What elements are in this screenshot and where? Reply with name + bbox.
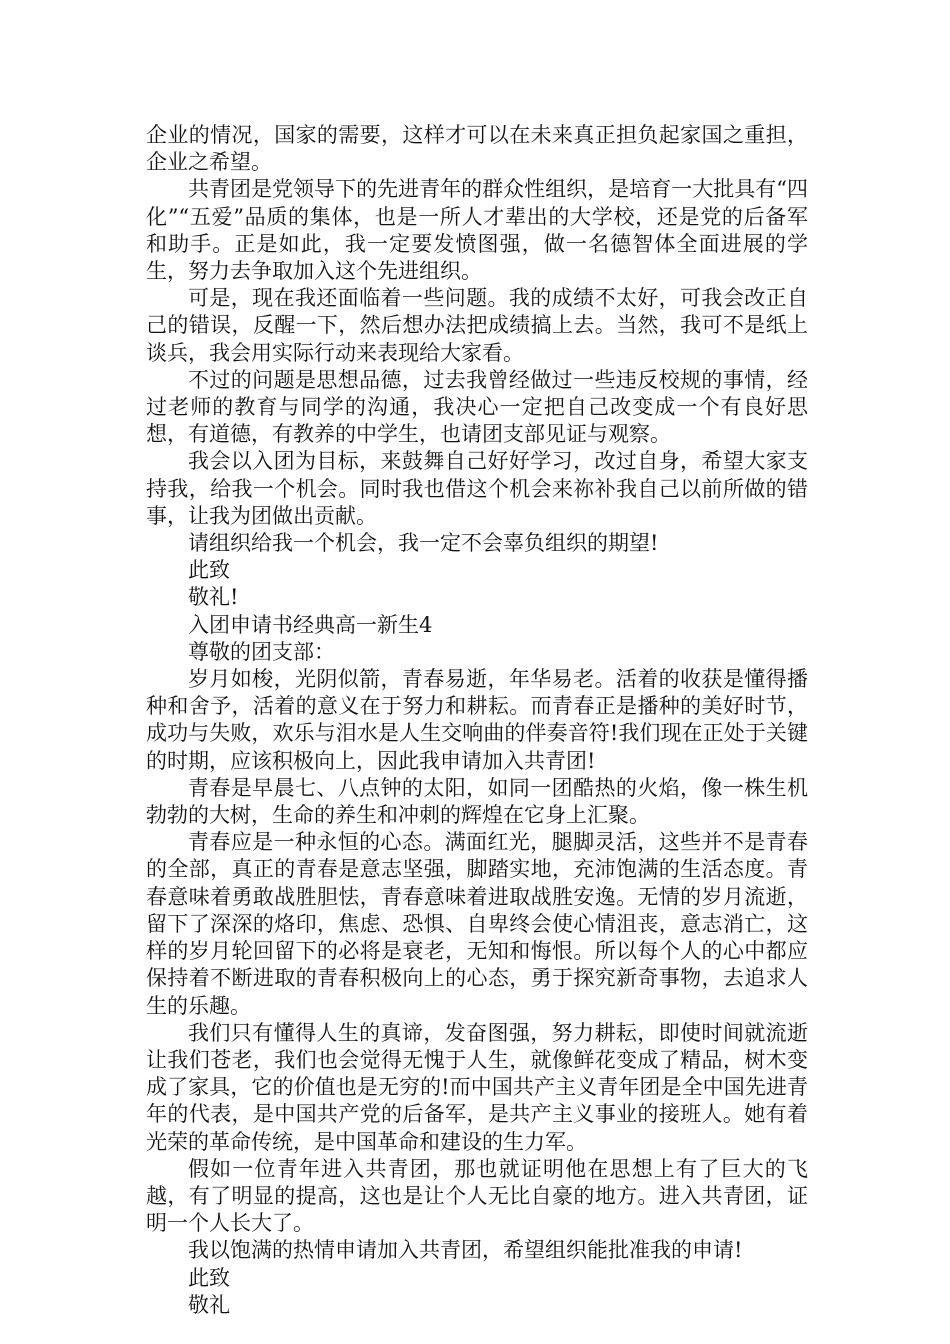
closing-regards: 敬礼! bbox=[188, 585, 239, 610]
paragraph: 可是，现在我还面临着一些问题。我的成绩不太好，可我会改正自己的错误，反醒一下，然后想办法把成绩搞上去。当然，我可不是纸上谈兵，我会用实际行动来表现给大家看。 bbox=[146, 286, 808, 365]
closing-regards: 敬礼 bbox=[188, 1292, 230, 1317]
paragraph: 岁月如梭，光阴似箭，青春易逝，年华易老。活着的收获是懂得播种和舍予，活着的意义在于努力和耕耘。而青春正是播种的美好时节，成功与失败，欢乐与泪水是人生交响曲的伴奏音符!我们现在正处于关键的时期，应该积极向上，因此我申请加入共青团! bbox=[146, 667, 808, 773]
paragraph: 不过的问题是思想品德，过去我曾经做过一些违反校规的事情，经过老师的教育与同学的沟通，我决心一定把自己改变成一个有良好思想，有道德，有教养的中学生，也请团支部见证与观察。 bbox=[146, 367, 808, 447]
closing-salutation: 此致 bbox=[188, 558, 230, 583]
paragraph: 青春应是一种永恒的心态。满面红光，腿脚灵活，这些并不是青春的全部，真正的青春是意志坚强，脚踏实地，充沛饱满的生活态度。青春意味着勇敢战胜胆怯，青春意味着进取战胜安逸。无情的岁月流逝，留下了深深的烙印，焦虑、恐惧、自卑终会使心情沮丧，意志消亡，这样的岁月轮回留下的必将是衰老，无知和悔恨。所以每个人的心中都应保持着不断进取的青春积极向上的心态，勇于探究新奇事物，去追求人生的乐趣。 bbox=[146, 830, 808, 1018]
paragraph: 青春是早晨七、八点钟的太阳，如同一团酷热的火焰，像一株生机勃勃的大树，生命的养生和冲刺的辉煌在它身上汇聚。 bbox=[146, 775, 808, 828]
paragraph: 企业的情况，国家的需要，这样才可以在未来真正担负起家国之重担，企业之希望。 bbox=[146, 123, 808, 175]
closing-salutation: 此致 bbox=[188, 1265, 230, 1290]
paragraph: 我以饱满的热情申请加入共青团，希望组织能批准我的申请! bbox=[188, 1238, 743, 1263]
letter-greeting: 尊敬的团支部： bbox=[188, 639, 335, 664]
paragraph: 请组织给我一个机会，我一定不会辜负组织的期望! bbox=[188, 531, 659, 556]
paragraph: 共青团是党领导下的先进青年的群众性组织，是培育一大批具有“四化”“五爱”品质的集体，也是一所人才辈出的大学校，还是党的后备军和助手。正是如此，我一定要发愤图强，做一名德智体全面进展的学生，努力去争取加入这个先进组织。 bbox=[146, 177, 808, 284]
paragraph: 我们只有懂得人生的真谛，发奋图强，努力耕耘，即使时间就流逝让我们苍老，我们也会觉得无愧于人生，就像鲜花变成了精品，树木变成了家具，它的价值也是无穷的!而中国共产主义青年团是全中国先进青年的代表，是中国共产党的后备军，是共产主义事业的接班人。她有着光荣的革命传统，是中国革命和建设的生力军。 bbox=[146, 1020, 808, 1154]
paragraph: 我会以入团为目标，来鼓舞自己好好学习，改过自身，希望大家支持我，给我一个机会。同时我也借这个机会来祢补我自己以前所做的错事，让我为团做出贡献。 bbox=[146, 449, 808, 528]
paragraph: 假如一位青年进入共青团，那也就证明他在思想上有了巨大的飞越，有了明显的提高，这也是让个人无比自豪的地方。进入共青团，证明一个人长大了。 bbox=[146, 1156, 808, 1236]
section-title: 入团申请书经典高一新生4 bbox=[188, 612, 433, 637]
document-body bbox=[146, 122, 808, 1319]
